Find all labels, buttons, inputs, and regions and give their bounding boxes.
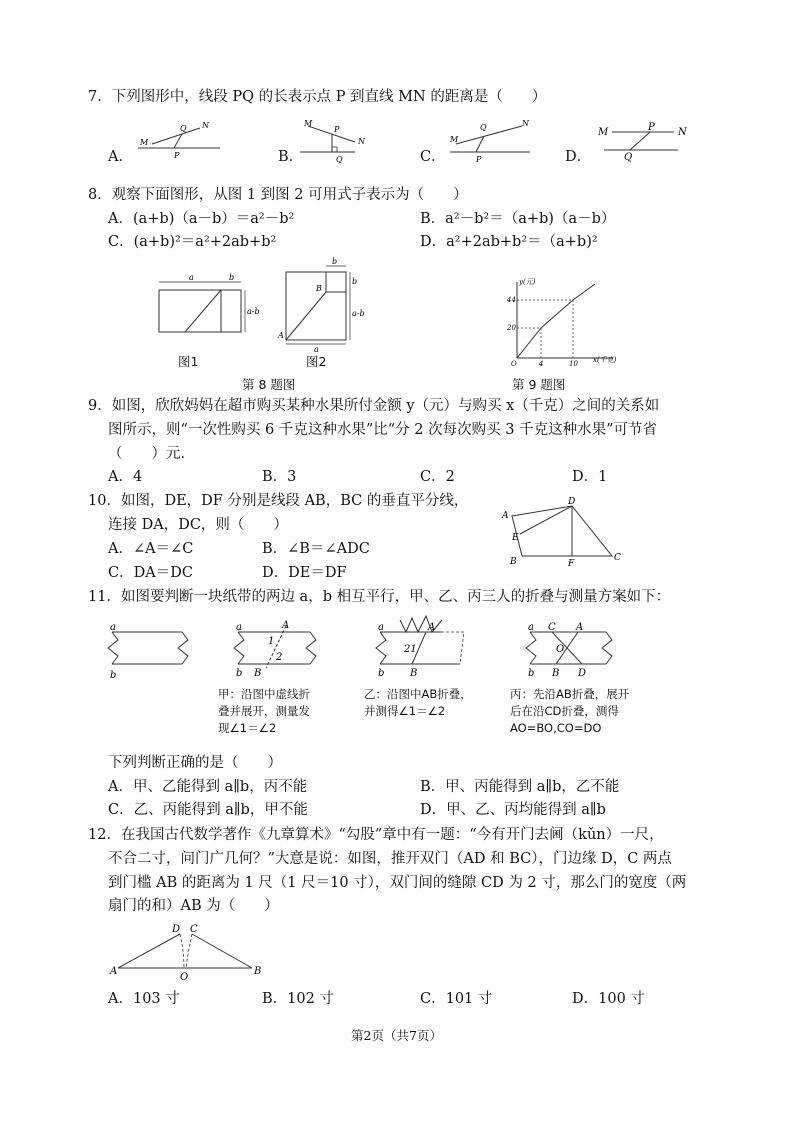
q9-option-c: C．2 — [420, 469, 455, 485]
q10-option-a: A．∠A＝∠C — [108, 541, 194, 557]
q11-note-jia — [218, 686, 310, 737]
svg-text:O: O — [180, 972, 189, 983]
q7-figure-b — [300, 118, 380, 163]
svg-text:D: D — [578, 668, 587, 679]
q11-strip-yi — [372, 612, 482, 682]
q11-note-jia-line-2: 叠并展开，测量发 — [218, 704, 310, 718]
q7-option-d: D． — [565, 149, 592, 165]
q12-figure — [110, 922, 270, 982]
q10-option-c: C．DA＝DC — [108, 565, 193, 581]
svg-text:P: P — [334, 125, 340, 134]
svg-text:B: B — [254, 966, 262, 977]
q11-strip-1 — [108, 622, 198, 682]
q9-graph — [505, 278, 625, 368]
q10-option-b: B．∠B＝∠ADC — [262, 541, 370, 557]
svg-text:b: b — [352, 277, 358, 286]
q7-stem: 7．下列图形中，线段 PQ 的长表示点 P 到直线 MN 的距离是（ ） — [88, 89, 547, 105]
svg-text:P: P — [648, 122, 655, 133]
q11-note-yi-line-2: 并测得∠1＝∠2 — [364, 704, 446, 718]
q11-note-bing — [510, 686, 629, 737]
svg-text:Q: Q — [180, 124, 187, 133]
q9-tick-4: 4 — [539, 360, 544, 368]
q8-fig2-label: 图2 — [306, 354, 327, 369]
svg-text:a-b: a-b — [247, 307, 260, 316]
q12-option-d: D．100 寸 — [572, 991, 645, 1007]
svg-text:E: E — [512, 533, 519, 543]
svg-text:Q: Q — [336, 155, 343, 164]
q11-strip-bing — [522, 620, 622, 680]
q12-line-2: 不合二寸，问门广几何？”大意是说：如图，推开双门（AD 和 BC），门边缘 D，C 两点 — [108, 851, 672, 867]
svg-text:P: P — [476, 155, 482, 164]
svg-text:1: 1 — [268, 636, 275, 647]
q11-option-d: D．甲、乙、丙均能得到 a∥b — [420, 802, 606, 818]
q8-stem: 8．观察下面图形，从图 1 到图 2 可用式子表示为（ ） — [88, 187, 468, 203]
svg-text:C: C — [190, 924, 198, 935]
q11-strip-jia — [230, 620, 330, 680]
q10-option-d: D．DE＝DF — [262, 565, 347, 581]
q10-figure — [500, 498, 630, 568]
q8-option-b: B．a²－b²＝（a+b)（a－b） — [420, 211, 616, 227]
q12-line-3: 到门槛 AB 的距离为 1 尺（1 尺＝10 寸），双门间的缝隙 CD 为 2 寸，那么门的宽度（两 — [108, 875, 687, 891]
q8-option-d: D．a²+2ab+b²＝（a+b)² — [420, 234, 598, 250]
svg-text:b: b — [236, 668, 243, 679]
svg-text:B: B — [552, 668, 560, 679]
svg-text:D: D — [172, 924, 181, 935]
q11-note-jia-line-3: 现∠1＝∠2 — [218, 721, 277, 735]
q7-option-a: A． — [108, 149, 133, 165]
q11-stem: 11．如图要判断一块纸带的两边 a，b 相互平行，甲、乙、丙三人的折叠与测量方案如下： — [88, 589, 671, 605]
svg-text:21: 21 — [404, 644, 417, 655]
q9-tick-10: 10 — [569, 360, 578, 368]
q7-figure-a — [130, 118, 220, 163]
svg-text:M: M — [140, 138, 149, 147]
svg-text:B: B — [510, 557, 517, 567]
q7-option-b: B． — [278, 149, 304, 165]
q8-fig1-label: 图1 — [178, 354, 199, 369]
svg-text:C: C — [614, 553, 621, 563]
svg-text:a: a — [314, 345, 319, 354]
q8-figure-2 — [278, 257, 372, 354]
q10-line-2: 连接 DA，DC，则（ ） — [108, 517, 288, 533]
q9-line-2: 图所示，则“一次性购买 6 千克这种水果”比“分 2 次每次购买 3 千克这种水果”可节省 — [108, 422, 657, 438]
q7-figure-c — [450, 118, 540, 163]
svg-text:2: 2 — [276, 652, 283, 663]
svg-text:a: a — [528, 622, 534, 633]
q9-line-1: 9．如图，欣欣妈妈在超市购买某种水果所付金额 y（元）与购买 x（千克）之间的关系如 — [88, 398, 660, 414]
svg-text:P: P — [174, 151, 180, 160]
svg-text:a: a — [189, 273, 194, 282]
svg-text:b: b — [528, 668, 535, 679]
svg-text:a-b: a-b — [352, 309, 365, 318]
q11-note-bing-line-1: 丙：先沿AB折叠，展开 — [510, 687, 630, 701]
svg-text:b: b — [378, 668, 385, 679]
q11-note-yi-line-1: 乙：沿图中AB折叠， — [364, 687, 472, 701]
svg-text:N: N — [202, 121, 209, 130]
svg-text:M: M — [598, 127, 609, 138]
q8-figure-1 — [155, 273, 265, 366]
q11-option-a: A．甲、乙能得到 a∥b，丙不能 — [108, 779, 308, 795]
q9-option-b: B．3 — [262, 469, 297, 485]
q7-figure-d — [598, 118, 698, 163]
svg-text:A: A — [502, 511, 509, 521]
svg-text:a: a — [378, 622, 384, 633]
svg-text:N: N — [358, 137, 365, 146]
svg-text:D: D — [568, 497, 576, 507]
q9-x-axis-label: x(千克) — [593, 356, 617, 364]
q9-tick-44: 44 — [507, 296, 516, 304]
svg-text:N: N — [522, 119, 529, 128]
q12-line-4: 扇门的和）AB 为（ ） — [108, 898, 279, 914]
svg-text:A: A — [576, 622, 584, 633]
svg-text:b: b — [229, 273, 235, 282]
q11-note-jia-line-1: 甲：沿图中虚线折 — [218, 687, 310, 701]
svg-text:B: B — [316, 284, 322, 293]
svg-text:N: N — [678, 127, 687, 138]
q9-tick-20: 20 — [507, 324, 516, 332]
svg-text:Q: Q — [480, 123, 487, 132]
svg-text:a: a — [236, 622, 242, 633]
q9-caption: 第 9 题图 — [512, 377, 566, 392]
svg-text:M: M — [304, 119, 313, 128]
svg-text:B: B — [410, 668, 418, 679]
svg-text:A: A — [278, 331, 284, 340]
q12-option-c: C．101 寸 — [420, 991, 493, 1007]
q9-option-a: A．4 — [108, 469, 143, 485]
q12-option-a: A．103 寸 — [108, 991, 180, 1007]
q9-option-d: D．1 — [572, 469, 608, 485]
q11-note-yi — [364, 686, 472, 720]
q12-option-b: B．102 寸 — [262, 991, 334, 1007]
q8-caption: 第 8 题图 — [242, 377, 296, 392]
q7-option-c: C． — [420, 149, 446, 165]
svg-text:O: O — [556, 644, 565, 655]
q8-option-c: C．(a+b)²＝a²+2ab+b² — [108, 234, 277, 250]
svg-text:C: C — [548, 622, 556, 633]
q10-line-1: 10．如图，DE，DF 分别是线段 AB，BC 的垂直平分线， — [88, 493, 469, 509]
svg-text:b: b — [332, 257, 338, 266]
svg-text:a: a — [110, 622, 116, 633]
q11-ask: 下列判断正确的是（ ） — [108, 755, 282, 771]
svg-text:b: b — [110, 670, 117, 681]
svg-text:A: A — [110, 966, 118, 977]
svg-text:B: B — [254, 668, 262, 679]
q9-tick-origin: O — [511, 360, 517, 368]
q11-option-b: B．甲、丙能得到 a∥b，乙不能 — [420, 779, 620, 795]
svg-text:A: A — [428, 622, 436, 633]
svg-text:F: F — [568, 559, 575, 569]
q11-note-bing-line-3: AO=BO,CO=DO — [510, 721, 602, 735]
page-footer: 第2页（共7页） — [351, 1028, 442, 1043]
q9-y-axis-label: y(元) — [519, 278, 536, 286]
q9-line-3: （ ）元． — [108, 446, 195, 462]
q11-option-c: C．乙、丙能得到 a∥b，甲不能 — [108, 802, 308, 818]
q12-line-1: 12．在我国古代数学著作《九章算术》“勾股”章中有一题：“今有开门去阃（kǔn）一尺， — [88, 827, 664, 843]
q11-note-bing-line-2: 后在沿CD折叠，测得 — [510, 704, 619, 718]
svg-text:A: A — [282, 620, 290, 631]
q8-option-a: A．(a+b)（a－b）＝a²－b² — [108, 211, 295, 227]
svg-text:M: M — [450, 135, 459, 144]
svg-text:Q: Q — [624, 152, 633, 163]
